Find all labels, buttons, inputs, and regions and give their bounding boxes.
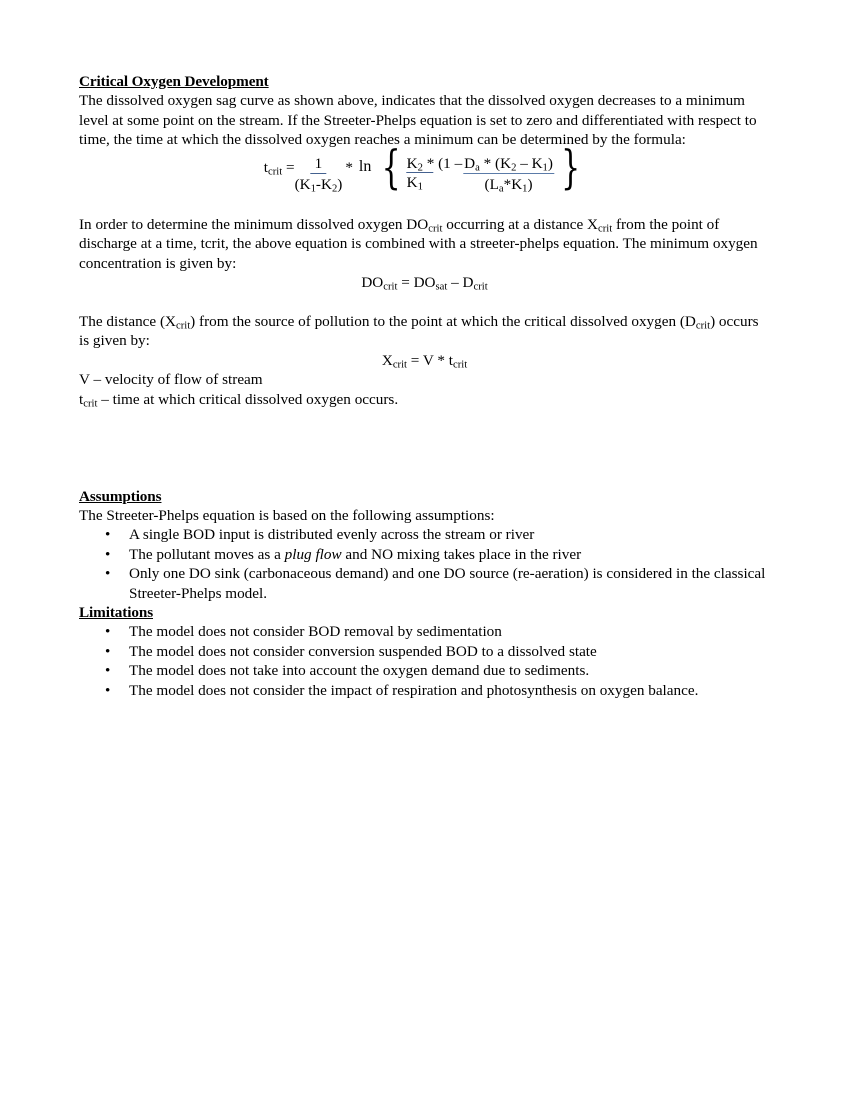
list-item bbox=[79, 545, 770, 564]
da-numerator: $D_a * (K_2 - K_1)$ bbox=[464, 154, 553, 174]
list-item bbox=[79, 642, 770, 661]
equation-docrit: $DO_{crit} = DO_{sat} - D_{crit}$ bbox=[361, 274, 488, 293]
list-item-text: Only one DO sink (carbonaceous demand) and one DO source (re-aeration) is considered in the classical Streeter-Phelps model. bbox=[129, 565, 766, 602]
k2-numerator: $K_2 * (1$ – bbox=[406, 154, 463, 174]
list-item-text: The pollutant moves as a bbox=[129, 545, 285, 563]
list-item-text: The model does not consider conversion suspended BOD to a dissolved state bbox=[129, 642, 597, 660]
fraction-one-over-k1-minus-k2 bbox=[295, 154, 343, 194]
spacer bbox=[79, 448, 770, 467]
list-item-emphasis: plug flow bbox=[284, 545, 342, 563]
fraction-k2-over-k1 bbox=[407, 154, 463, 192]
spacer bbox=[79, 409, 770, 428]
bullet-icon: • bbox=[105, 662, 111, 680]
list-item bbox=[79, 525, 770, 544]
limitations-list bbox=[79, 622, 770, 700]
document-body bbox=[79, 72, 770, 700]
natural-log-operator: ln bbox=[358, 157, 372, 175]
list-item bbox=[79, 622, 770, 641]
bullet-icon: • bbox=[105, 681, 111, 699]
bullet-icon: • bbox=[105, 545, 111, 563]
equation-tcrit bbox=[79, 139, 770, 196]
k1-denominator: $K_1$ bbox=[407, 172, 433, 192]
list-item bbox=[79, 681, 770, 700]
spacer bbox=[79, 293, 770, 312]
assumptions-list bbox=[79, 525, 770, 603]
brace-open-icon: { bbox=[381, 139, 401, 194]
list-item-text: The model does not consider BOD removal by sedimentation bbox=[129, 623, 502, 641]
spacer bbox=[79, 196, 770, 215]
equation-xcrit: $X_{crit} = V * t_{crit}$ bbox=[381, 351, 468, 371]
limitations-heading: Limitations bbox=[79, 604, 153, 622]
xcrit-paragraph: The distance $(X_{crit})$ from the source of pollution to the point at which the critical dissolved oxygen $(D_{crit})$ occurs is given by: bbox=[79, 313, 759, 350]
bullet-icon: • bbox=[105, 526, 111, 544]
list-item bbox=[79, 661, 770, 680]
list-item-text: A single BOD input is distributed evenly across the stream or river bbox=[129, 526, 535, 544]
tcrit-lhs: $t_{crit}$ = bbox=[263, 158, 295, 178]
list-item bbox=[79, 564, 770, 603]
spacer bbox=[79, 467, 770, 486]
definition-tcrit: $t_{crit}$ – time at which critical dissolved oxygen occurs. bbox=[79, 390, 399, 410]
spacer bbox=[79, 428, 770, 447]
assumptions-heading: Assumptions bbox=[79, 487, 162, 505]
bullet-icon: • bbox=[105, 642, 111, 660]
docrit-paragraph: In order to determine the minimum dissolved oxygen $DO_{crit}$ occurring at a distance $X_{crit}$ from the point of discharge at a time, tcrit, the above equation is combined with a streeter-phelps equation. The minimum oxygen concentration is given by: bbox=[79, 216, 758, 272]
assumptions-intro: The Streeter-Phelps equation is based on the following assumptions: bbox=[79, 507, 495, 525]
multiply-operator: * bbox=[345, 158, 353, 176]
la-k1-denominator: $(L_a*K_1)$ bbox=[484, 175, 533, 195]
intro-paragraph: The dissolved oxygen sag curve as shown above, indicates that the dissolved oxygen decreases to a minimum level at some point on the stream. If the Streeter-Phelps equation is set to zero and differentiated with respect to time, the time at which the dissolved oxygen reaches a minimum can be determined by the formula: bbox=[79, 92, 757, 149]
list-item-text-tail: and NO mixing takes place in the river bbox=[341, 545, 582, 563]
bullet-icon: • bbox=[105, 623, 111, 641]
fraction-numerator: 1 bbox=[311, 154, 327, 174]
list-item-text: The model does not consider the impact of respiration and photosynthesis on oxygen balance. bbox=[129, 681, 699, 699]
definition-velocity: V – velocity of flow of stream bbox=[79, 371, 263, 389]
brace-close-icon: } bbox=[560, 139, 580, 194]
fraction-da-over-la-k1 bbox=[463, 154, 554, 194]
list-item-text: The model does not take into account the oxygen demand due to sediments. bbox=[129, 662, 590, 680]
fraction-denominator: $(K_1-K_2)$ bbox=[294, 175, 343, 195]
bullet-icon: • bbox=[105, 565, 111, 583]
page-title: Critical Oxygen Development bbox=[79, 73, 269, 90]
